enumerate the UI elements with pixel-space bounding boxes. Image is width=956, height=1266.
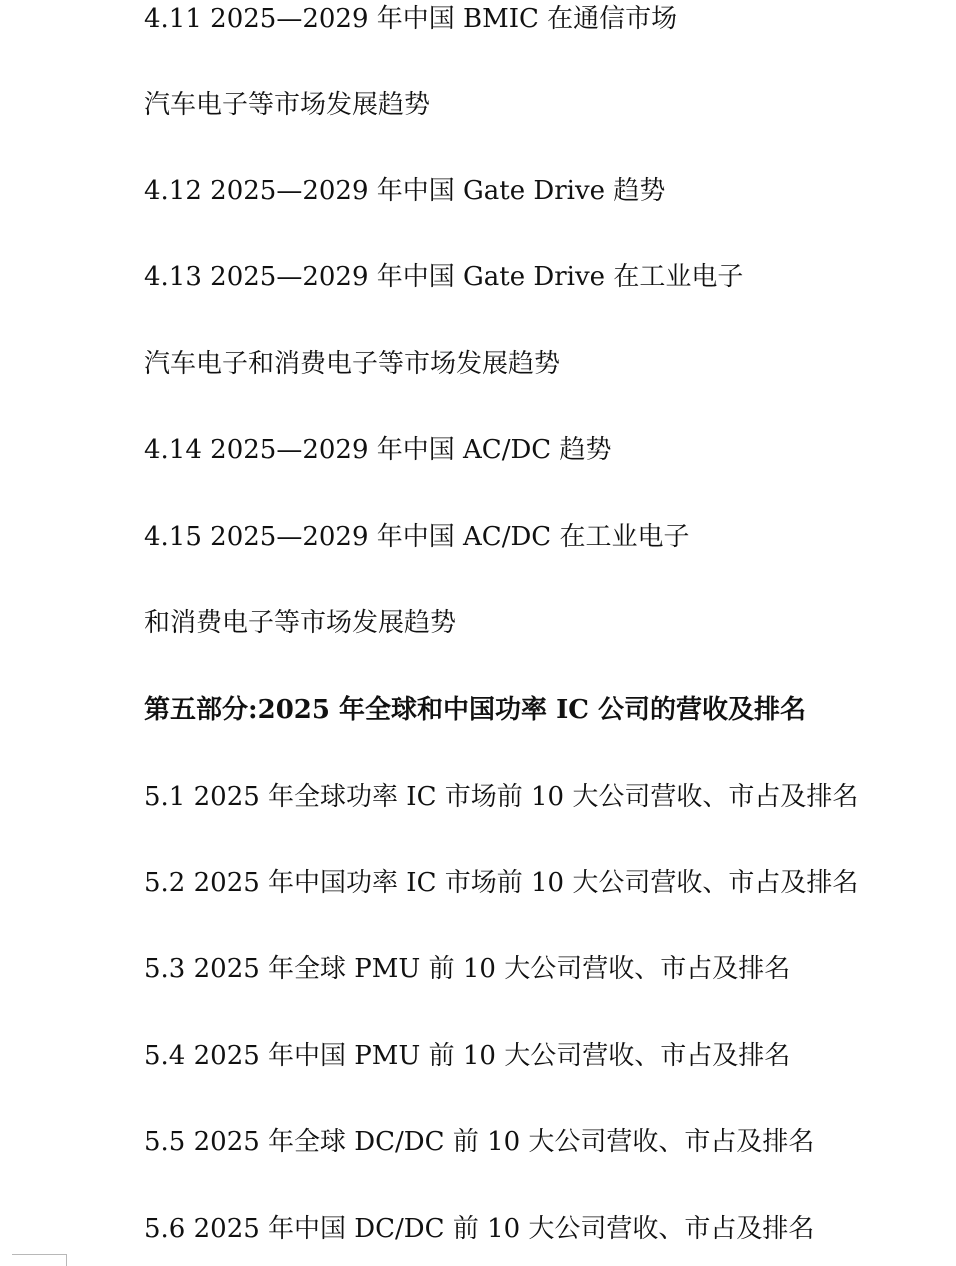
toc-line-4-13: 4.13 2025—2029 年中国 Gate Drive 在工业电子 [144,262,744,292]
toc-line-4-15-cont: 和消费电子等市场发展趋势 [144,608,457,638]
toc-line-5-3: 5.3 2025 年全球 PMU 前 10 大公司营收、市占及排名 [144,954,791,984]
page-corner-mark [12,1254,67,1266]
toc-line-5-6: 5.6 2025 年中国 DC/DC 前 10 大公司营收、市占及排名 [144,1214,815,1244]
toc-line-4-14: 4.14 2025—2029 年中国 AC/DC 趋势 [144,435,612,465]
toc-line-4-15: 4.15 2025—2029 年中国 AC/DC 在工业电子 [144,522,690,552]
toc-line-5-1: 5.1 2025 年全球功率 IC 市场前 10 大公司营收、市占及排名 [144,782,859,812]
toc-line-5-2: 5.2 2025 年中国功率 IC 市场前 10 大公司营收、市占及排名 [144,868,859,898]
toc-line-5-4: 5.4 2025 年中国 PMU 前 10 大公司营收、市占及排名 [144,1041,791,1071]
toc-line-5-5: 5.5 2025 年全球 DC/DC 前 10 大公司营收、市占及排名 [144,1127,815,1157]
section-heading-part-5: 第五部分:2025 年全球和中国功率 IC 公司的营收及排名 [144,695,806,725]
toc-line-4-13-cont: 汽车电子和消费电子等市场发展趋势 [144,349,561,379]
toc-line-4-11: 4.11 2025—2029 年中国 BMIC 在通信市场 [144,4,678,34]
toc-line-4-11-cont: 汽车电子等市场发展趋势 [144,90,431,120]
toc-line-4-12: 4.12 2025—2029 年中国 Gate Drive 趋势 [144,176,666,206]
